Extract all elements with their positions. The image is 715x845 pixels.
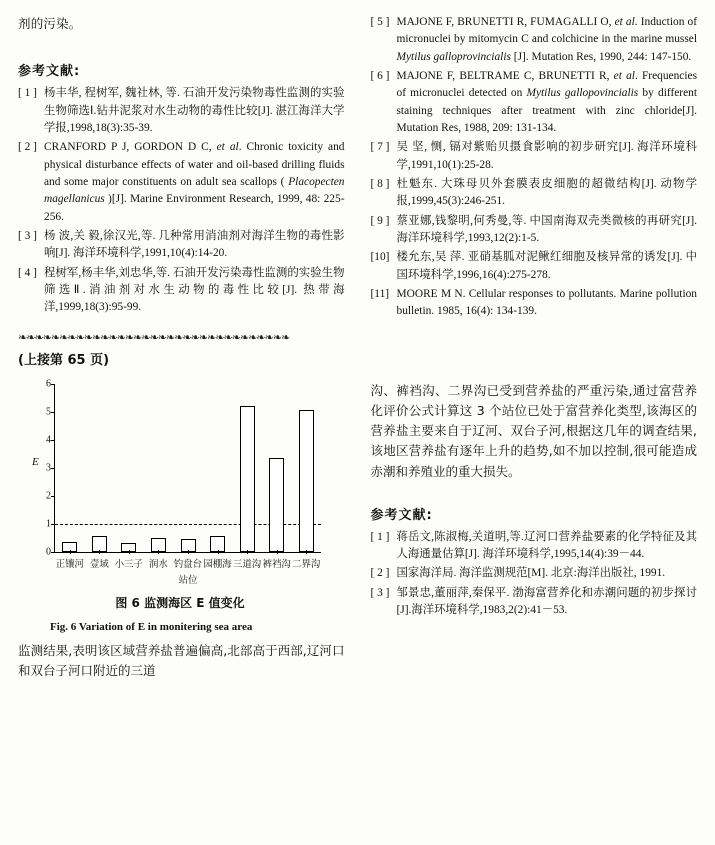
list-item: [18, 228, 345, 263]
reference-text: 楼允东,吴 萍. 亚硝基胍对泥鳅红细胞及核异常的诱发[J]. 中国环境科学,1996,16(4):275-278.: [396, 251, 697, 281]
x-axis-label: 站位: [178, 574, 198, 586]
y-axis-tick-mark: [51, 384, 55, 385]
y-axis-tick-mark: [51, 552, 55, 553]
list-item: [371, 176, 698, 211]
spacer: [18, 34, 345, 60]
y-axis-tick-label: 1: [46, 518, 51, 530]
y-axis-tick-label: 0: [46, 546, 51, 558]
y-axis-tick-label: 2: [46, 490, 51, 502]
reference-text: 杨 波,关 毅,徐汉光,等. 几种常用消油剂对海洋生物的毒性影响[J]. 海洋环境科学,1991,10(4):14-20.: [44, 229, 345, 260]
reference-number: [ 1 ]: [18, 87, 37, 100]
list-item: [371, 565, 698, 582]
x-axis-tick-mark: [129, 550, 130, 554]
x-axis-tick-mark: [247, 550, 248, 554]
reference-text: MAJONE F, BELTRAME C, BRUNETTI R, et al. Frequencies of micronuclei detected on Mytilus gallopovincialis by different staining techniques after treatment with zinc chloride[J]. Mutation Res, 1988, 209: 131-134.: [396, 69, 698, 134]
x-axis-tick-label: 二界沟: [292, 558, 321, 570]
x-axis-tick-mark: [70, 550, 71, 554]
x-axis-tick-label: 裤裆沟: [262, 558, 291, 570]
x-axis-tick-label: 三道沟: [233, 558, 262, 570]
x-axis-tick-mark: [277, 550, 278, 554]
y-axis-tick-mark: [51, 468, 55, 469]
reference-number: [ 7 ]: [370, 141, 390, 154]
figure-caption-en-text: Fig. 6 Variation of E in monitering sea area: [50, 620, 253, 633]
reference-number: [ 1 ]: [370, 530, 390, 543]
reference-number: [ 6 ]: [370, 69, 390, 82]
reference-number: [ 9 ]: [370, 214, 390, 227]
reference-text: 杨丰华, 程树军, 魏社林, 等. 石油开发污染物毒性监测的实验生物筛选Ⅰ.钻井泥浆对水生动物的毒性比较[J]. 湛江海洋大学学报,1998,18(3):35-39.: [44, 87, 345, 134]
list-item: [371, 529, 698, 564]
x-axis-tick-label: 壹域: [89, 558, 109, 570]
y-axis-tick-label: 3: [46, 462, 51, 474]
list-item: [371, 68, 698, 137]
continued-from-note: (上接第 65 页): [18, 352, 110, 368]
list-item: [371, 213, 698, 248]
x-axis-tick-mark: [306, 550, 307, 554]
right-column: [371, 14, 698, 835]
list-item: [371, 249, 698, 284]
left-top-paragraph: 剂的污染。: [18, 16, 82, 31]
y-axis-label: E: [32, 455, 39, 468]
figure-caption-en: [20, 619, 340, 636]
list-item: [371, 14, 698, 66]
references-heading-right: 参考文献:: [370, 507, 433, 523]
reference-number: [ 3 ]: [370, 586, 390, 599]
y-axis-tick-mark: [51, 440, 55, 441]
reference-text: CRANFORD P J, GORDON D C, et al. Chronic toxicity and physical disturbance effects of water and oil-based drilling fluids and some major constituents on adult sea scallops ( Placopecten magellanicus )[J]. Marine Environment Research, 1999, 48: 225-256.: [44, 141, 345, 223]
x-axis-tick-label: 钓盘台: [173, 558, 203, 570]
reference-text: MOORE M N. Cellular responses to pollutants. Marine pollution bulletin. 1985, 16(4): 134-139.: [396, 287, 697, 318]
spacer: [371, 482, 698, 504]
decorative-divider: ❧❧❧❧❧❧❧❧❧❧❧❧❧❧❧❧❧❧❧❧❧❧❧❧❧❧❧❧❧❧❧❧❧: [18, 330, 290, 343]
y-axis-tick-mark: [51, 412, 55, 413]
list-item: [18, 139, 345, 226]
x-axis-tick-mark: [218, 550, 219, 554]
chart-plot-area: [32, 378, 321, 586]
bar-chart: [20, 378, 338, 586]
x-axis-tick-label: 正镶河: [55, 558, 84, 570]
reference-text: 国家海洋局. 海洋监测规范[M]. 北京:海洋出版社, 1991.: [396, 567, 666, 580]
chart-bar: [299, 410, 314, 551]
x-axis-tick-label: 小三子: [114, 558, 143, 570]
x-axis-tick-label: 园棚海: [203, 558, 232, 570]
reference-text: 邹景忠,董丽萍,秦保平. 渤海富营养化和赤潮问题的初步探讨[J].海洋环境科学,1983,2(2):41－53.: [396, 586, 697, 617]
reference-number: [ 5 ]: [370, 16, 390, 28]
list-item: [371, 585, 698, 620]
right-body-paragraph: 沟、裤裆沟、二界沟已受到营养盐的严重污染,通过富营养化评价公式计算这 3 个站位已处于富营养化类型,该海区的营养盐主要来自于辽河、双台子河,根据这几年的调查结果,该地区营养盐有逐年上升的趋势,如不加以控制,很可能造成赤潮和养殖业的重大损失。: [370, 382, 697, 479]
x-axis-tick-mark: [99, 550, 100, 554]
reference-text: 蔡亚娜,钱黎明,何秀曼,等. 中国南海双壳类微核的再研究[J]. 海洋环境科学,1993,12(2):1-5.: [396, 214, 697, 244]
reference-list-right-top: [371, 14, 698, 321]
list-item: [18, 85, 345, 137]
reference-number: [ 4 ]: [18, 266, 37, 279]
list-item: [371, 139, 698, 174]
reference-number: [10]: [370, 251, 390, 264]
y-axis-tick-mark: [51, 496, 55, 497]
two-column-layout: [18, 14, 697, 835]
y-axis-tick-label: 6: [46, 378, 51, 390]
reference-text: 吴 坚, 恻, 镉对紫贻贝摄食影响的初步研究[J]. 海洋环境科学,1991,10(1):25-28.: [396, 141, 697, 171]
reference-number: [ 8 ]: [370, 177, 390, 190]
reference-text: 程树军,杨丰华,刘忠华,等. 石油开发污染毒性监测的实验生物筛选Ⅱ.消油剂对水生动物的毒性比较[J]. 热带海洋,1999,18(3):95-99.: [44, 266, 345, 314]
reference-text: 蒋岳文,陈淑梅,关道明,等.辽河口营养盐要素的化学特征及其人海通量估算[J]. 海洋环境科学,1995,14(4):39－44.: [396, 530, 697, 561]
references-heading-left: 参考文献:: [18, 64, 81, 80]
list-item: [371, 286, 698, 321]
x-axis-tick-label: 润水: [149, 558, 168, 570]
figure-6: [20, 378, 340, 636]
spacer: [371, 323, 698, 381]
chart-bar: [240, 406, 255, 552]
reference-text: MAJONE F, BRUNETTI R, FUMAGALLI O, et al. Induction of micronuclei by mitomycin C and colchicine in the marine mussel Mytilus galloprovincialis [J]. Mutation Res, 1990, 244: 147-150.: [396, 16, 698, 63]
y-axis-tick-label: 4: [46, 434, 51, 446]
reference-text: 杜魁东. 大珠母贝外套膜表皮细胞的超微结构[J]. 动物学报,1999,45(3):246-251.: [396, 177, 697, 208]
x-axis-tick-mark: [158, 550, 159, 554]
reference-number: [ 3 ]: [18, 229, 37, 242]
figure-caption-cn: 图 6 监测海区 E 值变化: [115, 595, 245, 610]
left-column: [18, 14, 345, 835]
list-item: [18, 265, 345, 317]
reference-list-right-bottom: [371, 529, 698, 620]
reference-list-left: [18, 85, 345, 316]
reference-number: [ 2 ]: [18, 141, 37, 154]
reference-number: [11]: [370, 287, 390, 300]
y-axis-tick-label: 5: [46, 406, 51, 418]
left-bottom-paragraph: 监测结果,表明该区域营养盐普遍偏高,北部高于西部,辽河口和双台子河口附近的三道: [18, 643, 345, 679]
reference-number: [ 2 ]: [370, 567, 390, 580]
chart-bar: [269, 458, 284, 552]
x-axis-tick-mark: [188, 550, 189, 554]
